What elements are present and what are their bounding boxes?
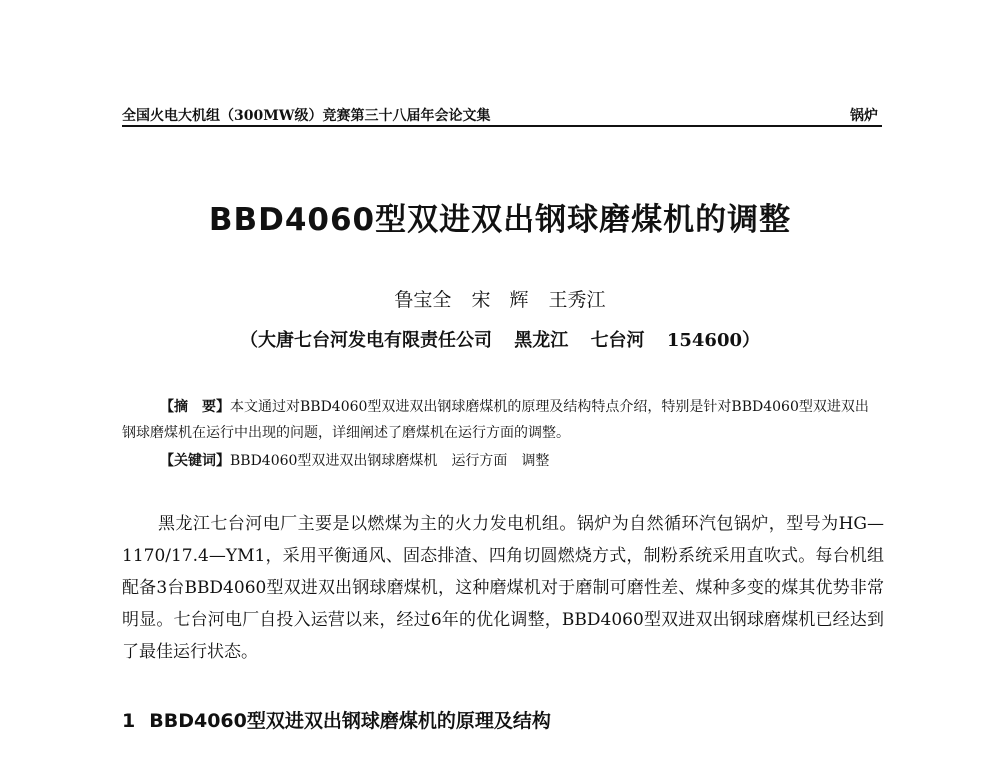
abstract-text: 本文通过对BBD4060型双进双出钢球磨煤机的原理及结构特点介绍，特别是针对BBD4060型双进双出钢球磨煤机在运行中出现的问题，详细阐述了磨煤机在运行方面的调整。 bbox=[122, 399, 869, 441]
section-number: 1 bbox=[122, 710, 136, 732]
author-list bbox=[0, 285, 1000, 312]
keywords-label: 【关键词】 bbox=[160, 453, 230, 469]
running-head bbox=[122, 103, 882, 127]
affiliation-city: 七台河 bbox=[590, 330, 645, 351]
section-title: BBD4060型双进双出钢球磨煤机的原理及结构 bbox=[149, 710, 551, 732]
affiliation-postcode: 154600） bbox=[666, 330, 760, 351]
affiliation bbox=[0, 326, 1000, 352]
section-heading bbox=[122, 706, 551, 733]
running-head-title: 全国火电大机组（300MW级）竞赛第三十八届年会论文集 bbox=[122, 108, 491, 124]
keywords bbox=[160, 450, 563, 470]
author-name: 宋 辉 bbox=[471, 289, 529, 311]
abstract bbox=[122, 394, 882, 446]
paper-title: BBD4060型双进双出钢球磨煤机的调整 bbox=[208, 202, 792, 238]
author-name: 王秀江 bbox=[548, 289, 606, 311]
running-head-section: 锅炉 bbox=[850, 108, 878, 124]
intro-paragraph: 黑龙江七台河电厂主要是以燃煤为主的火力发电机组。锅炉为自然循环汽包锅炉，型号为HG—1170/17.4—YM1，采用平衡通风、固态排渣、四角切圆燃烧方式，制粉系统采用直吹式。每台机组配备3台BBD4060型双进双出钢球磨煤机，这种磨煤机对于磨制可磨性差、煤种多变的煤其优势非常明显。七台河电厂自投入运营以来，经过6年的优化调整，BBD4060型双进双出钢球磨煤机已经达到了最佳运行状态。 bbox=[122, 514, 884, 662]
affiliation-province: 黑龙江 bbox=[514, 330, 569, 351]
affiliation-org: （大唐七台河发电有限责任公司 bbox=[240, 330, 492, 351]
author-name: 鲁宝全 bbox=[394, 289, 452, 311]
keyword-item: 调整 bbox=[521, 453, 550, 469]
keyword-item: 运行方面 bbox=[451, 453, 508, 469]
abstract-label: 【摘 要】 bbox=[160, 399, 230, 415]
keyword-item: BBD4060型双进双出钢球磨煤机 bbox=[230, 453, 438, 469]
